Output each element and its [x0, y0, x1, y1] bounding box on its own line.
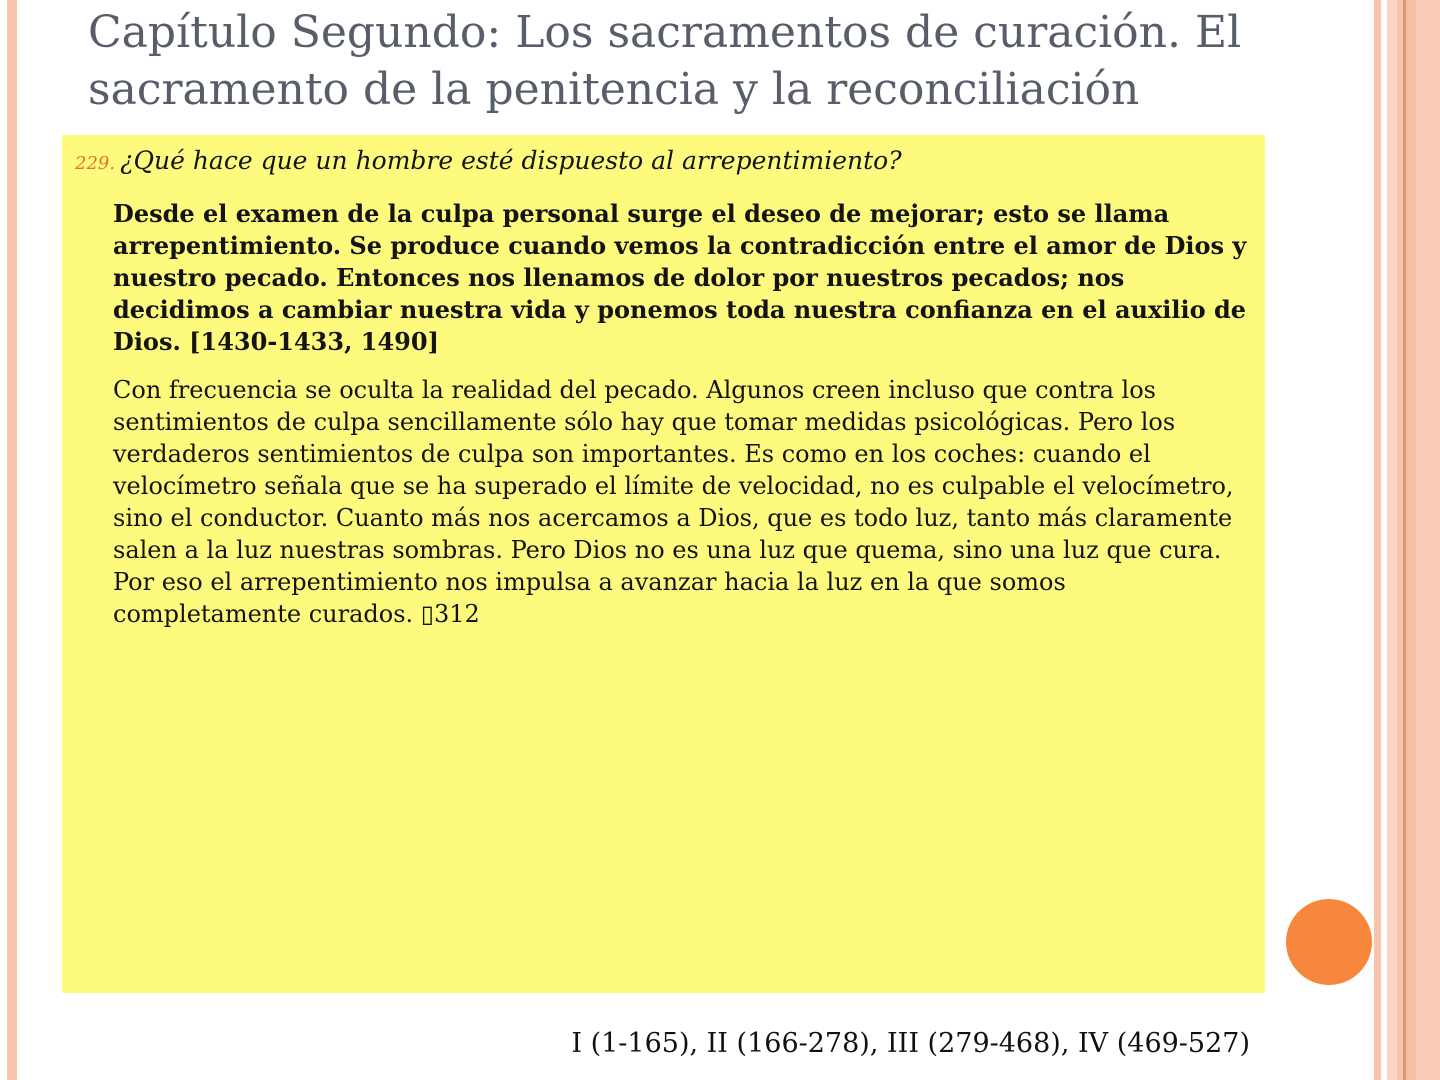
slide-title-line-2: sacramento de la penitencia y la reconciliación: [88, 64, 1140, 115]
answer-paragraph: Desde el examen de la culpa personal surge el deseo de mejorar; esto se llama arrepentimiento. Se produce cuando vemos la contradicción entre el amor de Dios y nuestro pecado. Entonces nos llenamos de dolor por nuestros pecados; nos decidimos a cambiar nuestra vida y ponemos toda nuestra confianza en el auxilio de Dios. [1430-1433, 1490]: [113, 199, 1247, 356]
question-number: 229.: [75, 153, 116, 174]
slide-title: [88, 4, 1278, 118]
accent-circle: [1286, 899, 1372, 985]
highlight-content-box: [62, 135, 1265, 993]
right-edge-stripe: [1416, 0, 1440, 1080]
right-edge-stripe: [1387, 0, 1397, 1080]
question-text: ¿Qué hace que un hombre esté dispuesto al arrepentimiento?: [120, 146, 902, 175]
slide-title-line-1: Capítulo Segundo: Los sacramentos de curación. El: [88, 7, 1242, 58]
question-row: [75, 144, 1251, 181]
right-edge-stripe: [1406, 0, 1416, 1080]
right-edge-stripe: [1374, 0, 1381, 1080]
footer-section-ranges: I (1-165), II (166-278), III (279-468), IV (469-527): [571, 1028, 1250, 1059]
left-edge-stripe: [7, 0, 17, 1080]
commentary-paragraph: Con frecuencia se oculta la realidad del pecado. Algunos creen incluso que contra los sentimientos de culpa sencillamente sólo hay que tomar medidas psicológicas. Pero los verdaderos sentimientos de culpa son importantes. Es como en los coches: cuando el velocímetro señala que se ha superado el límite de velocidad, no es culpable el velocímetro, sino el conductor. Cuanto más nos acercamos a Dios, que es todo luz, tanto más claramente salen a la luz nuestras sombras. Pero Dios no es una luz que quema, sino una luz que cura. Por eso el arrepentimiento nos impulsa a avanzar hacia la luz en la que somos completamente curados. ▯312: [113, 376, 1234, 628]
